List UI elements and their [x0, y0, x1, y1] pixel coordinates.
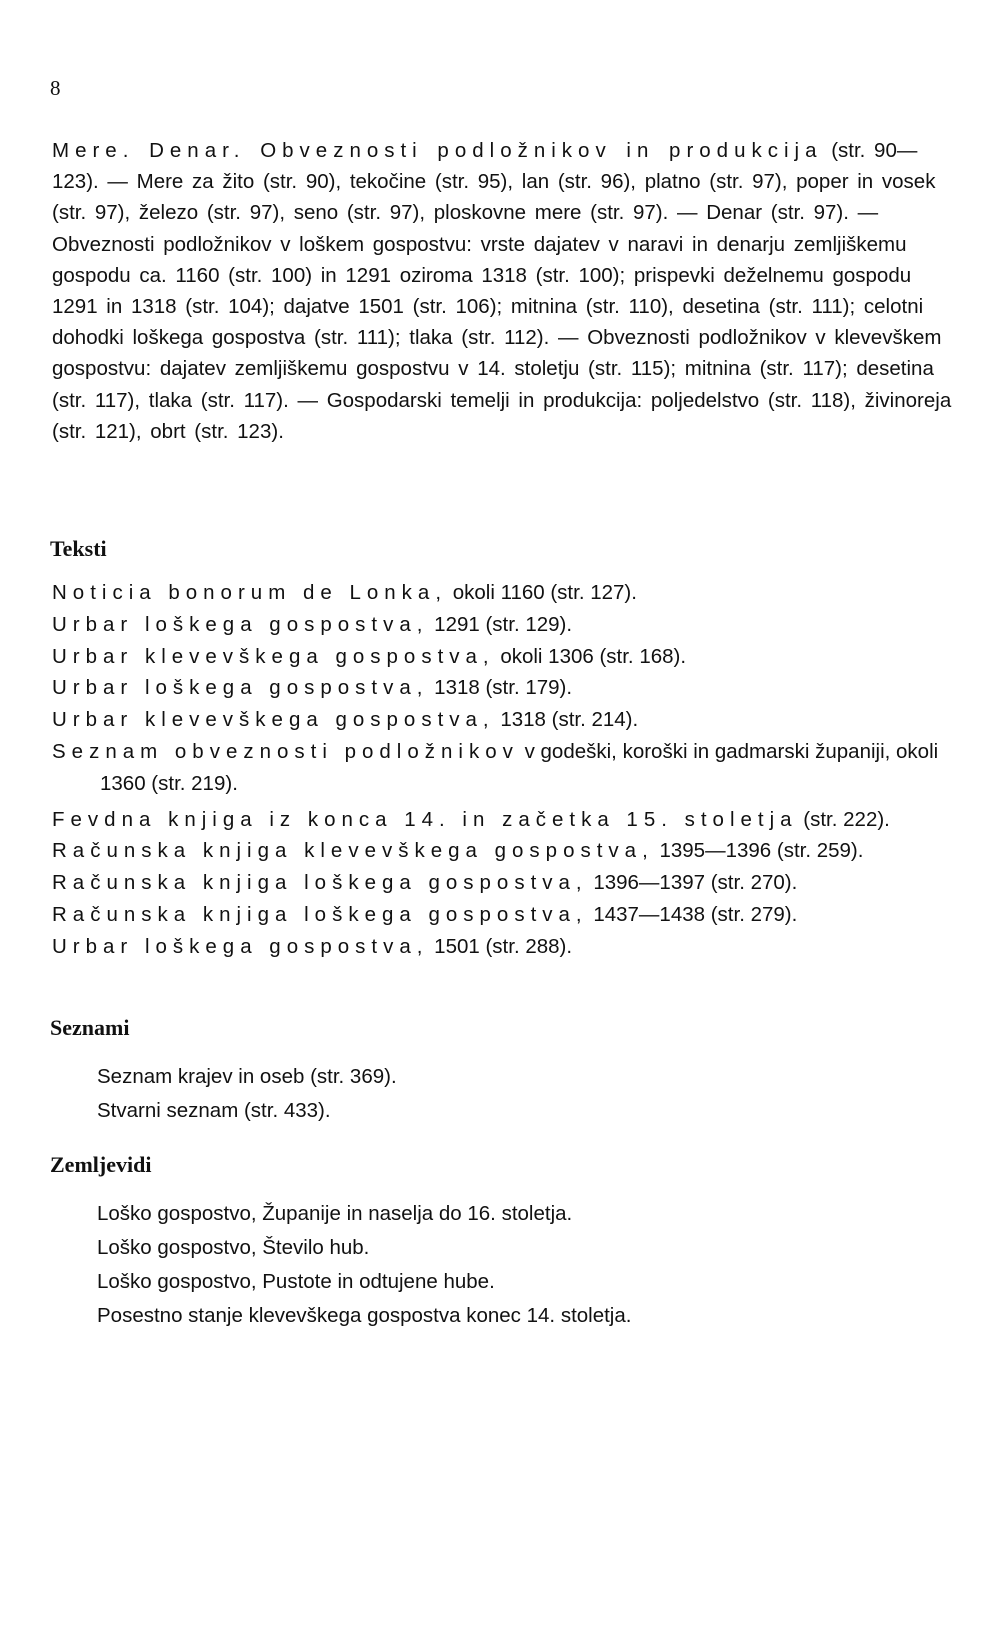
zemljevidi-heading: Zemljevidi [50, 1152, 152, 1177]
list-item: Stvarni seznam (str. 433). [97, 1099, 331, 1122]
intro-title: Mere. Denar. Obveznosti podložnikov in produkcija [52, 139, 823, 162]
list-item: Urbar loškega gospostva, 1501 (str. 288). [52, 934, 573, 958]
list-item: Urbar loškega gospostva, 1318 (str. 179). [52, 676, 573, 700]
list-item: Loško gospostvo, Pustote in odtujene hube. [97, 1270, 495, 1293]
list-item: Urbar klevevškega gospostva, okoli 1306 (str. 168). [52, 644, 687, 668]
list-item: Urbar loškega gospostva, 1291 (str. 129). [52, 612, 573, 636]
list-item: Računska knjiga klevevškega gospostva, 1395—1396 (str. 259). [52, 839, 864, 863]
list-item: Računska knjiga loškega gospostva, 1396—1397 (str. 270). [52, 871, 798, 895]
seznami-heading: Seznami [50, 1015, 130, 1040]
list-item: Loško gospostvo, Število hub. [97, 1236, 370, 1259]
list-item: Urbar klevevškega gospostva, 1318 (str. 214). [52, 708, 639, 732]
list-item: Noticia bonorum de Lonka, okoli 1160 (str. 127). [52, 581, 637, 604]
teksti-heading: Teksti [50, 536, 107, 561]
intro-paragraph [52, 135, 957, 447]
list-item: Loško gospostvo, Županije in naselja do 16. stoletja. [97, 1202, 573, 1225]
list-item: Posestno stanje klevevškega gospostva konec 14. stoletja. [97, 1304, 632, 1327]
list-item: Fevdna knjiga iz konca 14. in začetka 15. stoletja (str. 222). [52, 807, 890, 831]
intro-body: (str. 90—123). — Mere za žito (str. 90), tekočine (str. 95), lan (str. 96), platno (str. 97), poper in vosek (str. 97), železo (str. 97), seno (str. 97), ploskovne mere (str. 97). — Denar (str. 97). — Obveznosti podložnikov v loškem gospostvu: vrste dajatev v naravi in denarju zemljiškemu gospodu ca. 1160 (str. 100) in 1291 oziroma 1318 (str. 100); prispevki deželnemu gospodu 1291 in 1318 (str. 104); dajatve 1501 (str. 106); mitnina (str. 110), desetina (str. 111); celotni dohodki loškega gospostva (str. 111); tlaka (str. 112). — Obveznosti podložnikov v klevevškem gospostvu: dajatev zemljiškemu gospostvu v 14. stoletju (str. 115); mitnina (str. 117); desetina (str. 117), tlaka (str. 117). — Gospodarski temelji in produkcija: poljedelstvo (str. 118), živinoreja (str. 121), obrt (str. 123). [52, 139, 952, 443]
seznami-list [97, 1060, 397, 1128]
list-item: Seznam krajev in oseb (str. 369). [97, 1065, 397, 1088]
list-item: Seznam obveznosti podložnikov v godeški, koroški in gadmarski županiji, okoli 1360 (str. 219). [52, 739, 939, 795]
page-number: 8 [50, 76, 61, 100]
teksti-list [52, 577, 957, 963]
list-item: Računska knjiga loškega gospostva, 1437—1438 (str. 279). [52, 902, 798, 926]
zemljevidi-list [97, 1197, 631, 1333]
